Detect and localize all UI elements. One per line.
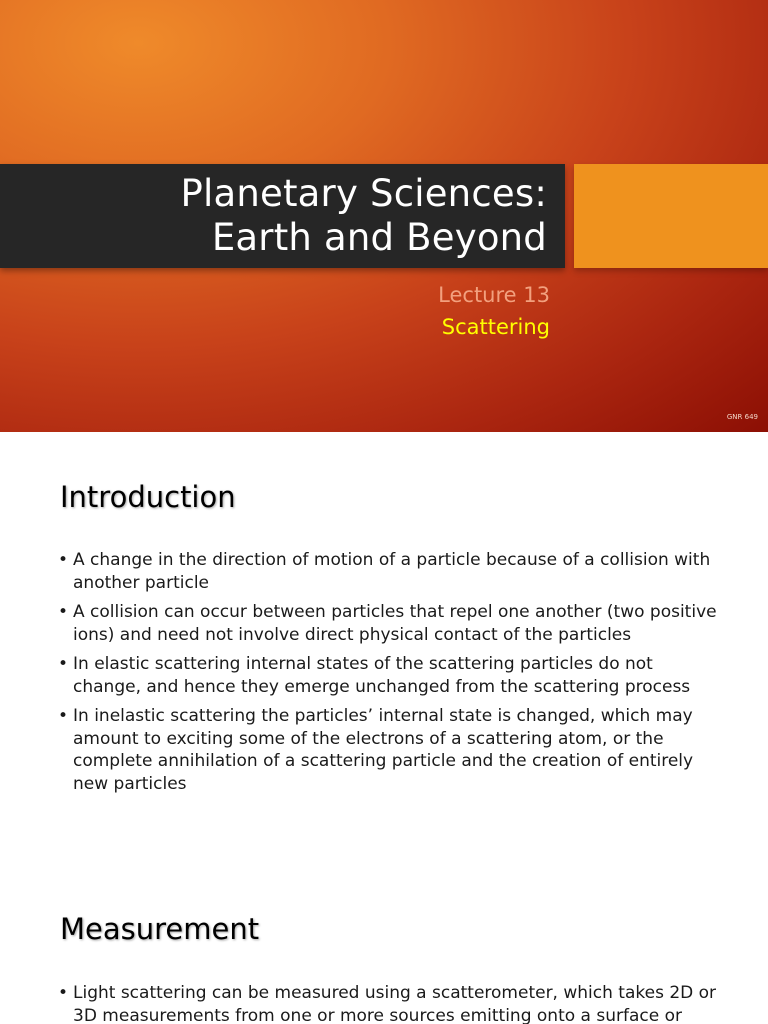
bullet-list bbox=[58, 549, 726, 802]
subtitle bbox=[438, 280, 550, 344]
bullet-list bbox=[58, 982, 726, 1024]
title-slide bbox=[0, 0, 768, 432]
bullet-item: • A collision can occur between particles that repel one another (two positive ions) and need not involve direct physical contact of the particles bbox=[58, 601, 726, 646]
slide-heading: Introduction bbox=[60, 480, 236, 514]
bullet-item: • A change in the direction of motion of a particle because of a collision with another particle bbox=[58, 549, 726, 594]
bullet-item: • In elastic scattering internal states of the scattering particles do not change, and hence they emerge unchanged from the scattering process bbox=[58, 653, 726, 698]
lecture-number: Lecture 13 bbox=[438, 283, 550, 307]
bullet-item: • Light scattering can be measured using a scatterometer, which takes 2D or 3D measurements from one or more sources emitting onto a surface or bbox=[58, 982, 726, 1024]
course-code: GNR 649 bbox=[726, 413, 758, 421]
bullet-item: • In inelastic scattering the particles’ internal state is changed, which may amount to exciting some of the electrons of a scattering atom, or the complete annihilation of a scattering particle and the creation of entirely new particles bbox=[58, 705, 726, 795]
slide-heading: Measurement bbox=[60, 912, 260, 946]
accent-block bbox=[574, 164, 768, 268]
title-line-2: Earth and Beyond bbox=[211, 216, 547, 259]
lecture-topic: Scattering bbox=[441, 315, 550, 339]
title-line-1: Planetary Sciences: bbox=[180, 172, 547, 215]
slide-title bbox=[180, 164, 547, 268]
measurement-slide bbox=[0, 864, 768, 1024]
introduction-slide bbox=[0, 432, 768, 864]
title-band bbox=[0, 164, 565, 268]
